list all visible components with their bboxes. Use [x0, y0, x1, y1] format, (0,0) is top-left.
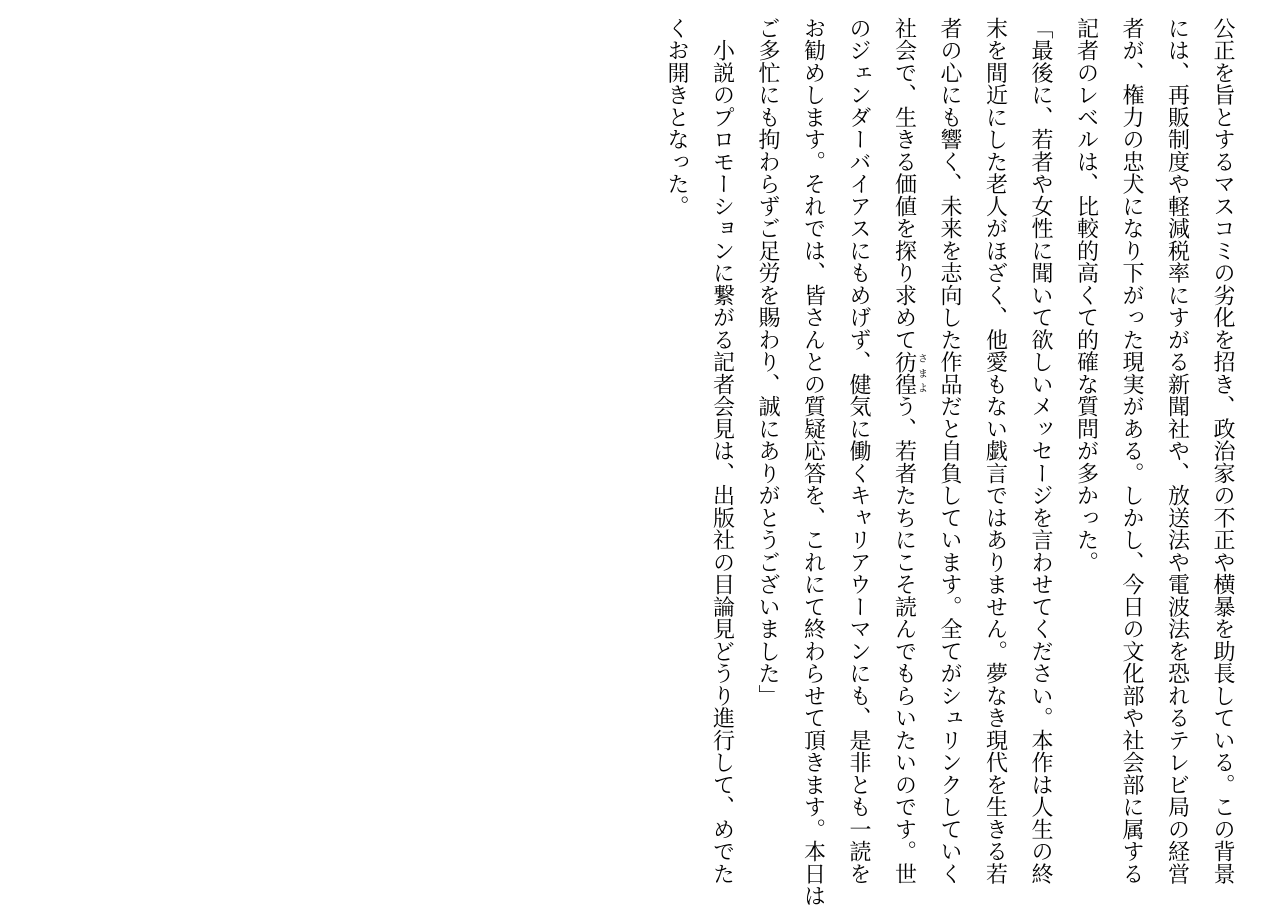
text-column-12: 小説のプロモーションに繋がる記者会見は、出版社の目論見どうり進行して、めでた: [710, 17, 736, 885]
furigana-ruby: 彷徨さまよ: [892, 350, 927, 396]
text-column-7: 者の心にも響く、未来を志向した作品だと自負しています。全てがシュリンクしていく: [938, 17, 963, 885]
text-column-10: お勧めします。それでは、皆さんとの質疑応答を、これにて終わらせて頂きます。本日は: [801, 17, 827, 907]
text-column-2: には、再販制度や軽減税率にすがる新聞社や、放送法や電波法を恐れるテレビ局の経営: [1165, 17, 1191, 885]
text-column-3: 者が、権力の忠犬になり下がった現実がある。しかし、今日の文化部や社会部に属する: [1120, 17, 1145, 885]
text-column-6: 末を間近にした老人がほざく、他愛もない戯言ではありません。夢なき現代を生きる若: [983, 17, 1009, 885]
text-column-5: 「最後に、若者や女性に聞いて欲しいメッセージを言わせてください。本作は人生の終: [1029, 17, 1054, 885]
vertical-text-region: [655, 17, 1247, 912]
text-column-1: 公正を旨とするマスコミの劣化を招き、政治家の不正や横暴を助長している。この背景: [1211, 17, 1236, 885]
furigana-reading: さまよ: [915, 350, 927, 396]
text-column-11: ご多忙にも拘わらずご足労を賜わり、誠にありがとうございました」: [756, 17, 781, 707]
text-column-4: 記者のレベルは、比較的高くて的確な質問が多かった。: [1074, 17, 1100, 574]
text-column-9: のジェンダーバイアスにもめげず、健気に働くキャリアウーマンにも、是非とも一読を: [847, 17, 872, 885]
text-column-13: くお開きとなった。: [665, 17, 690, 218]
text-column-8: 社会で、生きる価値を探り求めて彷徨さまよう、若者たちにこそ読んでもらいたいのです。世: [892, 17, 927, 885]
